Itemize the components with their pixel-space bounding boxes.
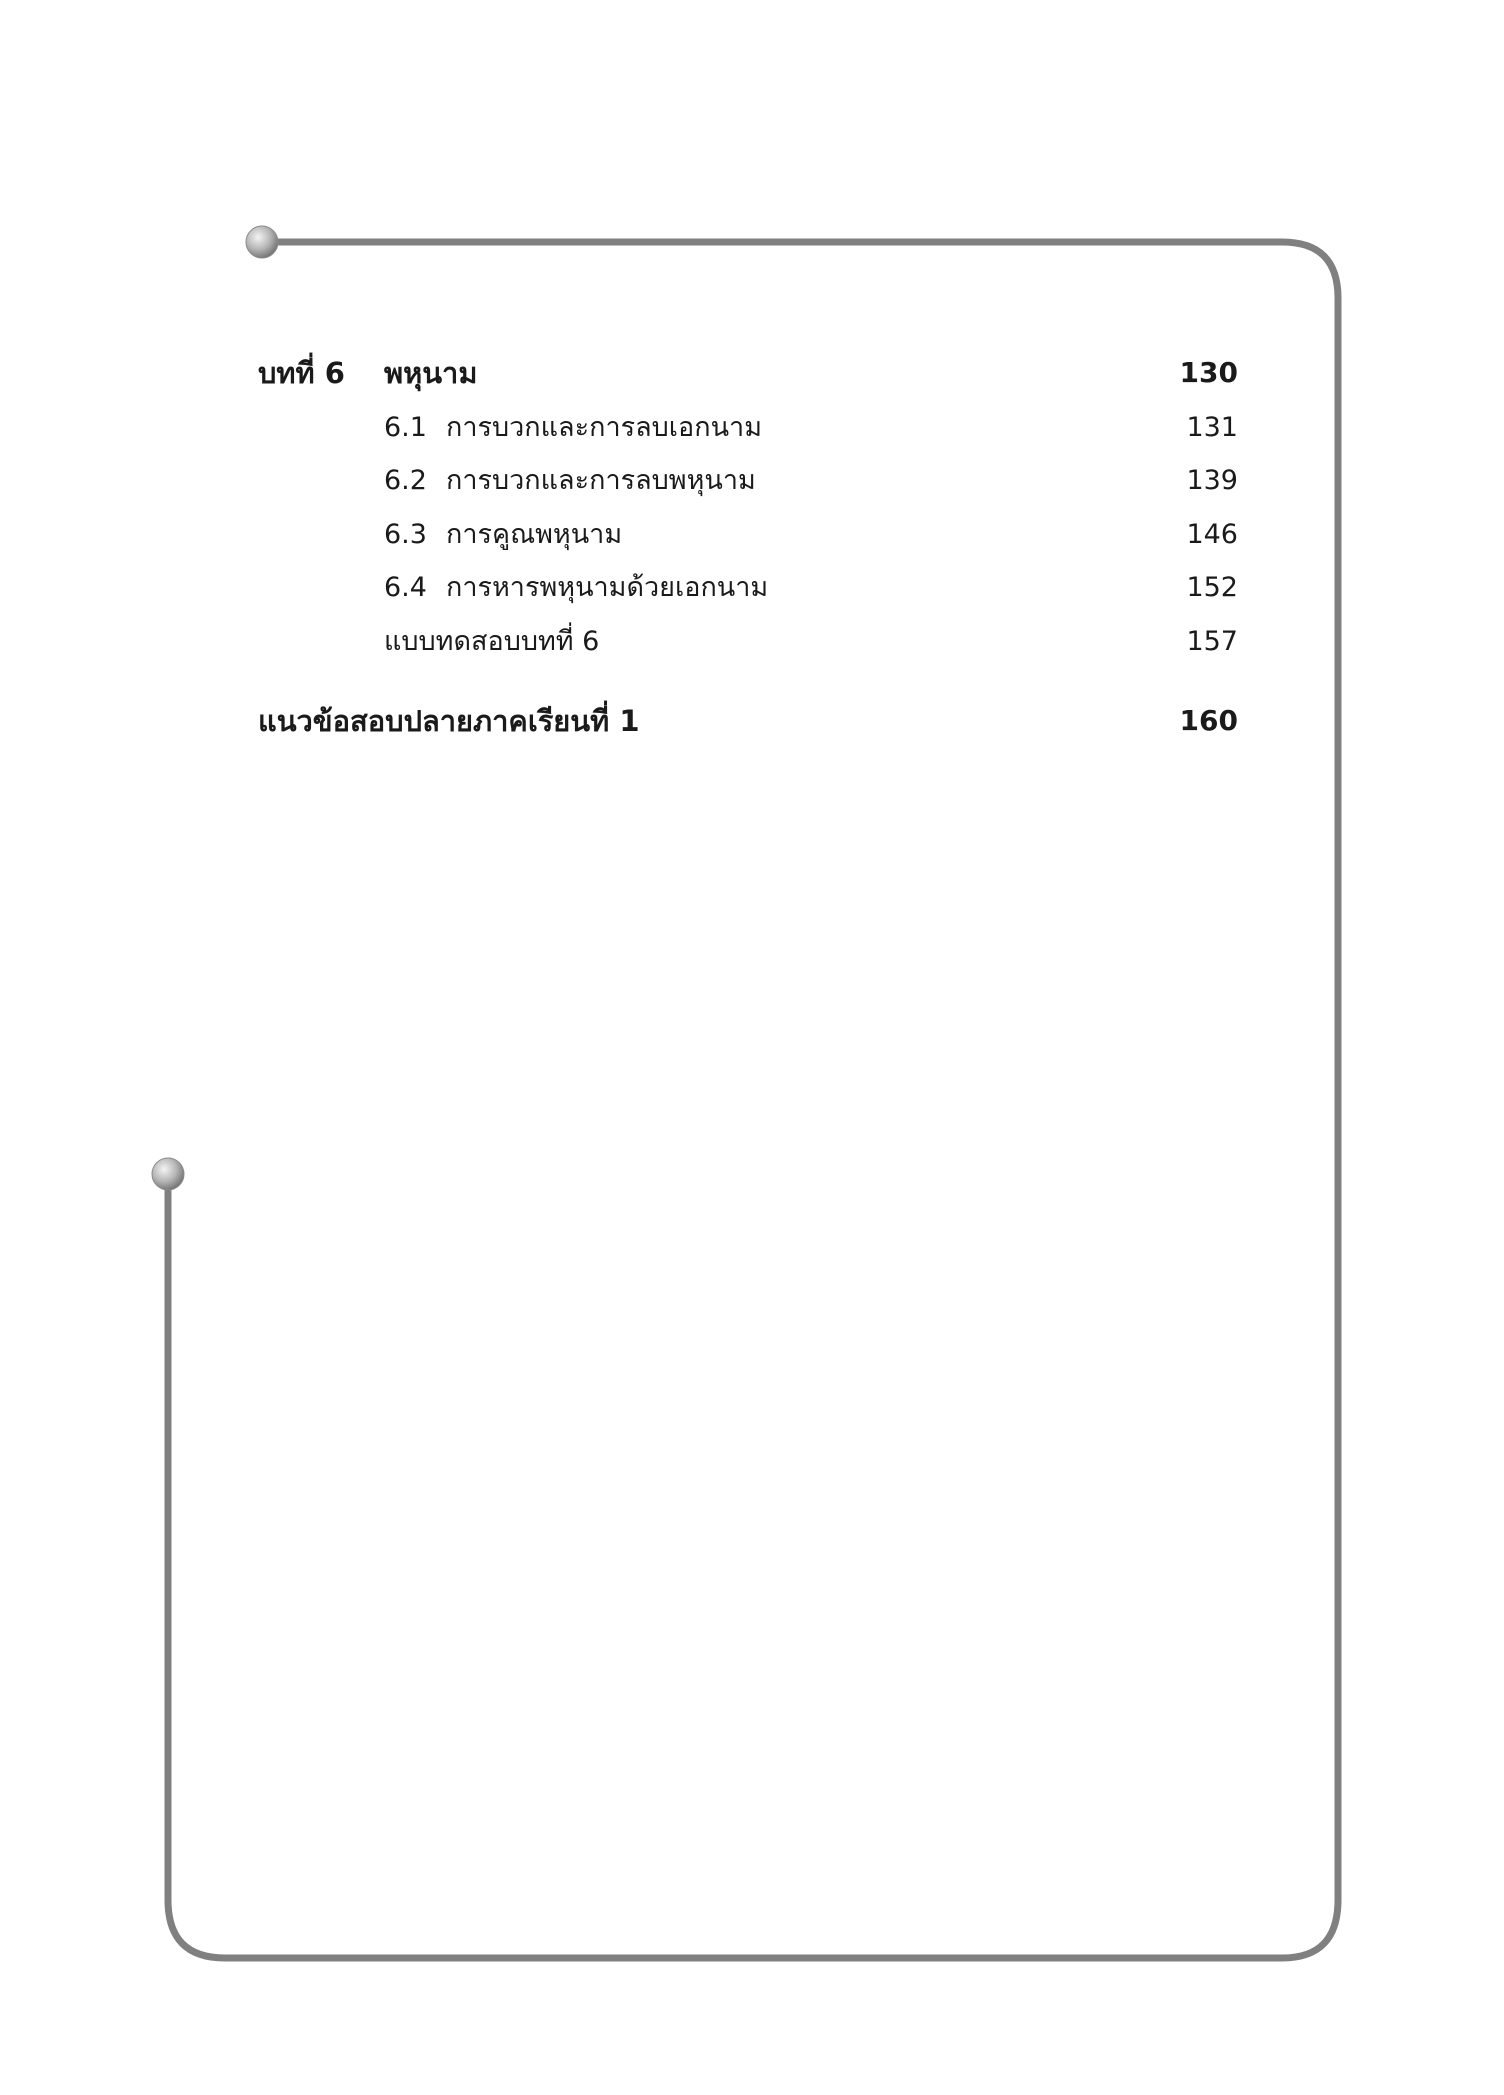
final-exam-page-number: 160: [1179, 704, 1238, 737]
section-page-number: 139: [1186, 465, 1238, 496]
section-title: การคูณพหุนาม: [446, 519, 623, 550]
section-page-number: 131: [1186, 412, 1238, 443]
section-number: 6.3: [384, 519, 427, 550]
section-number: 6.1: [384, 412, 427, 443]
toc-exercise-row[interactable]: [0, 618, 1504, 666]
section-title: การหารพหุนามด้วยเอกนาม: [446, 572, 769, 603]
section-number: 6.2: [384, 465, 427, 496]
chapter-title: พหุนาม: [384, 356, 478, 390]
section-title: การบวกและการลบเอกนาม: [446, 412, 763, 443]
section-page-number: 152: [1186, 572, 1238, 603]
toc-section-row[interactable]: [0, 511, 1504, 559]
final-exam-title: แนวข้อสอบปลายภาคเรียนที่ 1: [258, 704, 640, 738]
toc-section-row[interactable]: [0, 564, 1504, 612]
toc-final-exam-row[interactable]: [0, 697, 1504, 745]
chapter-page-number: 130: [1179, 356, 1238, 389]
section-title: การบวกและการลบพหุนาม: [446, 465, 756, 496]
toc-chapter-row[interactable]: [0, 349, 1504, 397]
exercise-title: แบบทดสอบบทที่ 6: [384, 626, 600, 657]
toc-section-row[interactable]: [0, 457, 1504, 505]
exercise-page-number: 157: [1186, 626, 1238, 657]
section-number: 6.4: [384, 572, 427, 603]
chapter-label: บทที่ 6: [258, 356, 345, 390]
toc-section-row[interactable]: [0, 404, 1504, 452]
section-page-number: 146: [1186, 519, 1238, 550]
